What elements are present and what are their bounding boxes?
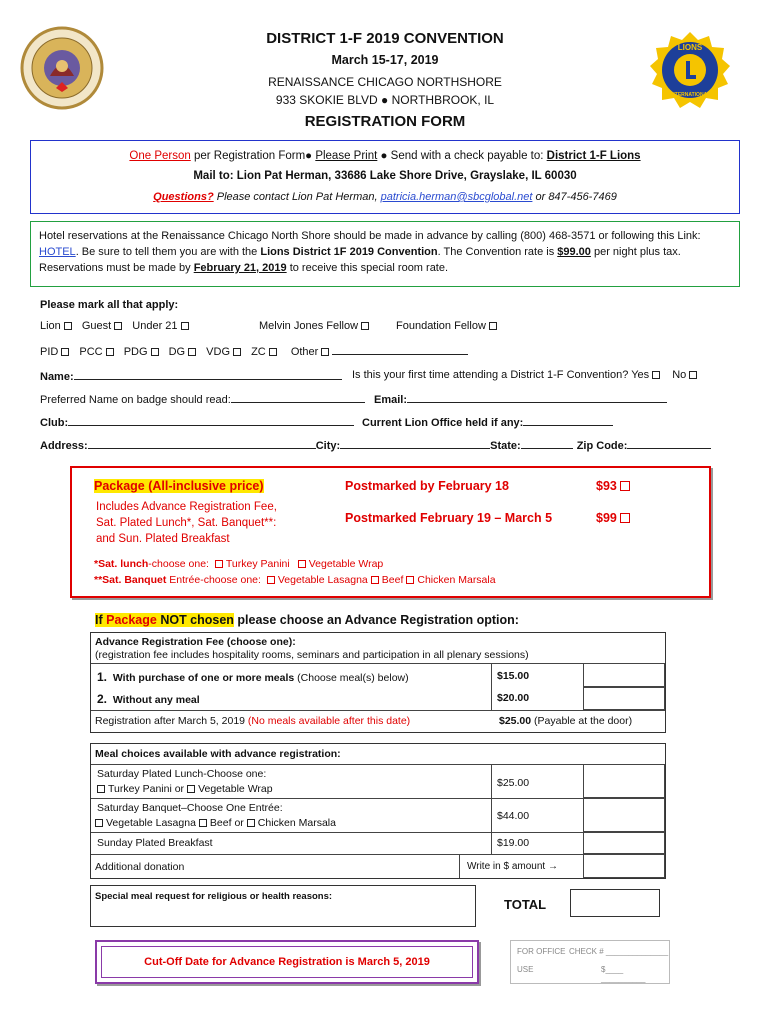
hotel-text-3: . The Convention rate is (437, 246, 558, 258)
package-early-checkbox[interactable] (620, 481, 630, 491)
option-1-amount-input[interactable] (583, 663, 665, 687)
instructions-box (30, 140, 740, 214)
advance-heading (95, 613, 519, 627)
meal-turkey-checkbox[interactable] (97, 785, 105, 793)
option-2-row (97, 692, 200, 706)
package-lunch-choice (94, 558, 383, 570)
lunch-options (97, 783, 273, 795)
pid-label: PID (40, 346, 59, 358)
pkg-wrap-label: Vegetable Wrap (308, 558, 384, 570)
lion-label: Lion (40, 320, 61, 332)
city-label: City: (315, 440, 341, 452)
vdg-label: VDG (206, 346, 231, 358)
banquet-options (95, 817, 336, 829)
meal-marsala-label: Chicken Marsala (257, 817, 336, 829)
email-label: Email: (374, 394, 408, 406)
pkg-wrap-checkbox[interactable] (298, 560, 306, 568)
package-option-early: Postmarked by February 18 (345, 479, 509, 493)
lions-logo (648, 30, 732, 114)
other-input[interactable] (332, 344, 468, 355)
melvin-jones-field (259, 320, 372, 332)
donation-divider (459, 854, 460, 878)
club-label: Club: (40, 417, 69, 429)
total-label: TOTAL (504, 897, 547, 912)
meal-price-col-divider (491, 764, 492, 854)
district-seal (20, 26, 104, 110)
breakfast-label: Sunday Plated Breakfast (97, 837, 213, 849)
pkg-marsala-label: Chicken Marsala (417, 574, 496, 586)
breakfast-price: $19.00 (497, 837, 530, 849)
price-col-divider (491, 663, 492, 710)
city-input[interactable] (340, 438, 490, 449)
lunch-amount-input[interactable] (583, 764, 665, 798)
special-request-box[interactable] (90, 885, 476, 927)
banquet-price: $44.00 (497, 810, 530, 822)
meal-beef-label: Beef or (209, 817, 244, 829)
late-registration-row (95, 715, 410, 727)
meal-lasagna-label: Vegetable Lasagna (106, 817, 196, 829)
hotel-text-2: . Be sure to tell them you are with the (75, 246, 261, 258)
per-form-text: per Registration Form● (190, 150, 316, 162)
under-21-label: Under 21 (132, 320, 178, 332)
meal-wrap-checkbox[interactable] (187, 785, 195, 793)
total-amount-input[interactable] (570, 889, 660, 917)
meals-divider-0 (91, 764, 665, 765)
meals-title: Meal choices available with advance registration: (95, 748, 341, 760)
mail-to-text: Mail to: Lion Pat Herman, 33686 Lake Shore Drive, Grayslake, IL 60030 (193, 170, 577, 182)
price-late-text: $99 (596, 511, 617, 525)
banquet-label: Saturday Banquet–Choose One Entrée: (97, 802, 283, 814)
email-input[interactable] (407, 392, 667, 403)
zc-label: ZC (251, 346, 266, 358)
donation-label: Additional donation (95, 861, 185, 873)
lion-checkbox[interactable] (64, 322, 72, 330)
option-1-label: With purchase of one or more meals (112, 672, 295, 684)
option-1-price: $15.00 (497, 670, 530, 682)
special-request-label: Special meal request for religious or health reasons: (95, 891, 333, 902)
donation-amount-input[interactable] (583, 854, 665, 878)
badge-name-label: Preferred Name on badge should read: (40, 394, 231, 406)
other-label: Other (290, 346, 319, 358)
cutoff-text: Cut-Off Date for Advance Registration is March 5, 2019 (144, 956, 430, 968)
pkg-lasagna-checkbox[interactable] (267, 576, 275, 584)
dg-label: DG (168, 346, 186, 358)
first-time-field (352, 369, 700, 381)
option-1-note: (Choose meal(s) below) (294, 672, 409, 684)
dg-checkbox[interactable] (188, 348, 196, 356)
questions-label: Questions? (153, 191, 214, 203)
banquet-amount-input[interactable] (583, 798, 665, 832)
melvin-jones-checkbox[interactable] (361, 322, 369, 330)
payee-text: District 1-F Lions (546, 150, 641, 162)
pkg-lasagna-label: Vegetable Lasagna (277, 574, 368, 586)
hotel-text-4: per night plus tax. Reservations must be made by (39, 246, 681, 274)
foundation-checkbox[interactable] (489, 322, 497, 330)
first-time-no-label: No (672, 369, 687, 381)
pdg-checkbox[interactable] (151, 348, 159, 356)
hotel-text-1: Hotel reservations at the Renaissance Chicago North Shore should be made in advance by calling (800) 468-3571 or following this Link: (39, 230, 701, 242)
heading-rest: please choose an Advance Registration option: (233, 613, 519, 627)
pcc-checkbox[interactable] (106, 348, 114, 356)
late-label: Registration after March 5, 2019 (95, 715, 248, 727)
fee-note: (registration fee includes hospitality rooms, seminars and participation in all plenary sessions) (95, 649, 529, 661)
meal-turkey-label: Turkey Panini or (108, 783, 185, 795)
other-checkbox[interactable] (321, 348, 329, 356)
contact-email-link[interactable]: patricia.herman@sbcglobal.net (380, 191, 533, 203)
mark-all-label: Please mark all that apply: (40, 299, 179, 311)
advance-registration-table (90, 632, 666, 733)
contact-text: Please contact Lion Pat Herman, (213, 191, 381, 203)
banquet-choice-text: Entrée-choose one: (166, 574, 264, 586)
seal-icon (20, 26, 104, 110)
name-field (40, 369, 342, 383)
breakfast-amount-input[interactable] (583, 832, 665, 854)
send-text: ● Send with a check payable to: (377, 150, 547, 162)
package-desc-line-2: Sat. Plated Lunch*, Sat. Banquet**: (96, 517, 277, 529)
first-time-no-checkbox[interactable] (689, 371, 697, 379)
melvin-jones-label: Melvin Jones Fellow (259, 320, 359, 332)
badge-name-field (40, 392, 365, 406)
pkg-turkey-checkbox[interactable] (215, 560, 223, 568)
zip-input[interactable] (627, 438, 711, 449)
late-price-note: (Payable at the door) (531, 715, 633, 727)
venue-name: RENAISSANCE CHICAGO NORTHSHORE (268, 75, 502, 89)
state-input[interactable] (521, 438, 573, 449)
late-price-amount: $25.00 (499, 715, 532, 727)
guest-checkbox[interactable] (114, 322, 122, 330)
for-office-label: FOR OFFICE (517, 947, 566, 956)
pkg-turkey-label: Turkey Panini (225, 558, 290, 570)
price-early-text: $93 (596, 479, 617, 493)
hotel-info-box (30, 221, 740, 287)
svg-text:INTERNATIONAL: INTERNATIONAL (669, 92, 711, 98)
hotel-group-name: Lions District 1F 2019 Convention (260, 246, 438, 258)
donation-hint: Write in $ amount → (467, 861, 558, 872)
please-print-text: Please Print (315, 150, 378, 162)
lunch-label: Saturday Plated Lunch-Choose one: (97, 768, 267, 780)
member-type-row (40, 320, 192, 332)
meal-lasagna-checkbox[interactable] (95, 819, 103, 827)
use-label: USE (517, 965, 534, 974)
hotel-rate: $99.00 (557, 246, 591, 258)
option-1-row (97, 670, 409, 684)
cutoff-box (95, 940, 479, 984)
under-21-checkbox[interactable] (181, 322, 189, 330)
zip-label: Zip Code: (576, 440, 628, 452)
first-time-label: Is this your first time attending a District 1-F Convention? Yes (352, 369, 650, 381)
hotel-deadline: February 21, 2019 (193, 262, 287, 274)
pdg-label: PDG (123, 346, 148, 358)
questions-line (31, 191, 739, 203)
badge-name-input[interactable] (231, 392, 365, 403)
package-title: Package (All-inclusive price) (94, 479, 264, 493)
check-number-field: CHECK # ______________ (569, 947, 669, 956)
meals-divider-3 (91, 854, 665, 855)
zc-checkbox[interactable] (269, 348, 277, 356)
option-2-number: 2. (97, 692, 108, 706)
hotel-text-5: to receive this special room rate. (286, 262, 449, 274)
vdg-checkbox[interactable] (233, 348, 241, 356)
address-label: Address: (40, 440, 88, 452)
option-2-price: $20.00 (497, 692, 530, 704)
meal-marsala-checkbox[interactable] (247, 819, 255, 827)
name-input[interactable] (74, 369, 342, 380)
meal-beef-checkbox[interactable] (199, 819, 207, 827)
office-held-input[interactable] (523, 415, 613, 426)
package-late-checkbox[interactable] (620, 513, 630, 523)
lunch-price: $25.00 (497, 777, 530, 789)
office-held-field (362, 415, 613, 429)
package-box (70, 466, 711, 598)
address-row (40, 438, 711, 452)
email-field (374, 392, 667, 406)
instructions-line-1 (31, 150, 739, 162)
foundation-label: Foundation Fellow (396, 320, 486, 332)
heading-if: If (95, 613, 107, 627)
pkg-beef-label: Beef (381, 574, 404, 586)
late-price (499, 715, 632, 727)
lunch-choice-text: -choose one: (148, 558, 212, 570)
svg-text:LIONS: LIONS (677, 43, 703, 52)
club-field (40, 415, 354, 429)
lions-logo-icon (648, 30, 732, 114)
name-label: Name: (40, 371, 74, 383)
heading-not-chosen: NOT chosen (156, 613, 234, 627)
meals-divider-1 (91, 798, 665, 799)
hotel-link[interactable]: HOTEL (39, 246, 76, 258)
lunch-choice-label: *Sat. lunch (94, 558, 149, 570)
package-description (96, 499, 277, 547)
office-use-box (510, 940, 670, 984)
package-price-early (596, 479, 633, 493)
guest-label: Guest (81, 320, 112, 332)
convention-dates: March 15-17, 2019 (331, 53, 439, 67)
one-person-text: One Person (129, 150, 191, 162)
pkg-marsala-checkbox[interactable] (406, 576, 414, 584)
venue-address: 933 SKOKIE BLVD ● NORTHBROOK, IL (275, 93, 495, 107)
foundation-field (396, 320, 500, 332)
pkg-beef-checkbox[interactable] (371, 576, 379, 584)
package-price-late (596, 511, 633, 525)
package-banquet-choice (94, 574, 496, 586)
title-row (40, 344, 468, 358)
contact-phone: or 847-456-7469 (532, 191, 617, 203)
banquet-choice-label: **Sat. Banquet (94, 574, 167, 586)
office-amount-field: $____ __________ (601, 965, 646, 983)
package-desc-line-1: Includes Advance Registration Fee, (96, 501, 277, 513)
option-2-label: Without any meal (112, 694, 200, 706)
pcc-label: PCC (79, 346, 103, 358)
late-divider (91, 710, 665, 711)
office-held-label: Current Lion Office held if any: (362, 417, 524, 429)
package-option-late: Postmarked February 19 – March 5 (345, 511, 553, 525)
meal-wrap-label: Vegetable Wrap (198, 783, 273, 795)
state-label: State: (490, 440, 521, 452)
late-note: (No meals available after this date) (247, 715, 411, 727)
address-input[interactable] (88, 438, 316, 449)
fee-divider (91, 663, 665, 664)
package-desc-line-3: and Sun. Plated Breakfast (96, 533, 230, 545)
club-input[interactable] (68, 415, 354, 426)
pid-checkbox[interactable] (61, 348, 69, 356)
convention-title: DISTRICT 1-F 2019 CONVENTION (266, 30, 504, 47)
meal-choices-table (90, 743, 666, 879)
meals-divider-2 (91, 832, 665, 833)
fee-title: Advance Registration Fee (choose one): (95, 636, 296, 648)
option-2-amount-input[interactable] (583, 687, 665, 710)
form-title: REGISTRATION FORM (304, 113, 466, 130)
heading-package: Package (106, 613, 157, 627)
first-time-yes-checkbox[interactable] (652, 371, 660, 379)
option-1-number: 1. (97, 670, 108, 684)
